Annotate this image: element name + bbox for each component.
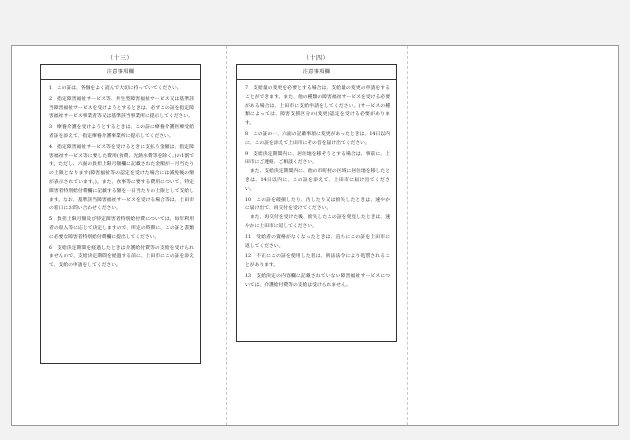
- notice-item-8: 8 この証の一、六面の記載事項に変更があったときは、14日以内に、この証を添えて上田市にその旨を届け出てください。: [245, 131, 390, 146]
- panel-13-box: [40, 64, 201, 364]
- notice-item-3: 3 療養介護を受けようとするときは、この証に療養介護医療受給者証を添えて、指定療養介護事業所に提示してください。: [49, 125, 194, 139]
- notice-item-1: 1 この証は、各個をよく読んで大切に持っていてください。: [49, 86, 182, 91]
- notice-item-4: 4 指定障害福祉サービス等を受けるときに支払う金額は、指定障害福祉サービス等に要した費用(食費、光熱水費等を除く。)の1割です。ただし、六面の負担上限月額欄に記載された金額が一月当たりの上限となります(障害福祉等の認定を受けた場合には減免後の額が表示されています。)。また、食事等に要する費用について、特定障害者特別給付費欄に記載する額を一日当たりの上限として支給します。なお、基準該当障害福祉サービスを受ける場合等は、上田市の窓口にお問い合わせください。: [49, 144, 194, 212]
- notice-item-6: 6 支給決定期間を経過したときは介護給付費等の支給を受けられませんので、支給決定期間を経過する前に、上田市にこの証を添えて、支給の申請をしてください。: [49, 245, 194, 269]
- panel-14-body: [237, 80, 396, 291]
- notice-item-12: 12 不正にこの証を使用した者は、刑法法令により処罰されることがあります。: [245, 254, 390, 269]
- panel-13-title: （十三）: [106, 55, 133, 62]
- notice-item-5: 5 負担上限月額及び特定障害者特別給付費については、毎年利用者の収入等に応じて決定しますので、所定の時期に、この証と書類に必要な障害者特別給付費欄に提出してください。: [49, 217, 194, 240]
- notice-item-9: 9 支給決定期間内に、居住地を移そうとする場合は、事前に、上田市にご連絡、ご相談ください。: [245, 151, 390, 166]
- notice-item-10-continued: また、再交付を受けた後、紛失したこの証を発見したときは、速やかに上田市に返してください。: [245, 215, 390, 229]
- notice-item-7: 7 支給量の変更を必要とする場合は、支給量の変更の申請をすることができます。また、他の種類の障害福祉サービスを受ける必要がある場合は、上田市に支給申請をしてください。(サービスの種類によっては、障害支援区分の(変更)認定を受ける必要があります。: [245, 86, 390, 127]
- document-sheet: [11, 45, 619, 426]
- panel-13-header: 注意事項欄: [41, 65, 200, 80]
- notice-item-11: 11 受給者の資格がなくなったときは、直ちにこの証を上田市に返してください。: [245, 234, 390, 249]
- fold-line-right: [407, 46, 408, 425]
- notice-item-2: 2 指定障害福祉サービス等、共生型障害福祉サービス又は基準該当障害福祉サービスを受けようとするときは、必ずこの証を指定障害福祉サービス事業者等又は基準該当事業所に提示してください。: [49, 96, 194, 120]
- panel-14-box: [236, 64, 397, 342]
- panel-14-title: （十四）: [302, 55, 329, 62]
- panel-13-body: [41, 80, 200, 271]
- fold-line-left: [226, 46, 227, 425]
- panel-14-header: 注意事項欄: [237, 65, 396, 80]
- notice-item-13: 13 支給決定の内容欄に記載されていない障害福祉サービスについては、介護給付費等の支給は受けられません。: [245, 273, 390, 288]
- notice-item-10: 10 この証を破損したり、汚したり又は紛失したときは、速やかに届け出て、再交付を受けてください。: [245, 197, 390, 212]
- notice-item-9-continued: また、支給決定期間内に、他の市町村の区域に居住地を移したときは、14日以内に、この証を添えて、上田市に届け出てください。: [245, 169, 390, 192]
